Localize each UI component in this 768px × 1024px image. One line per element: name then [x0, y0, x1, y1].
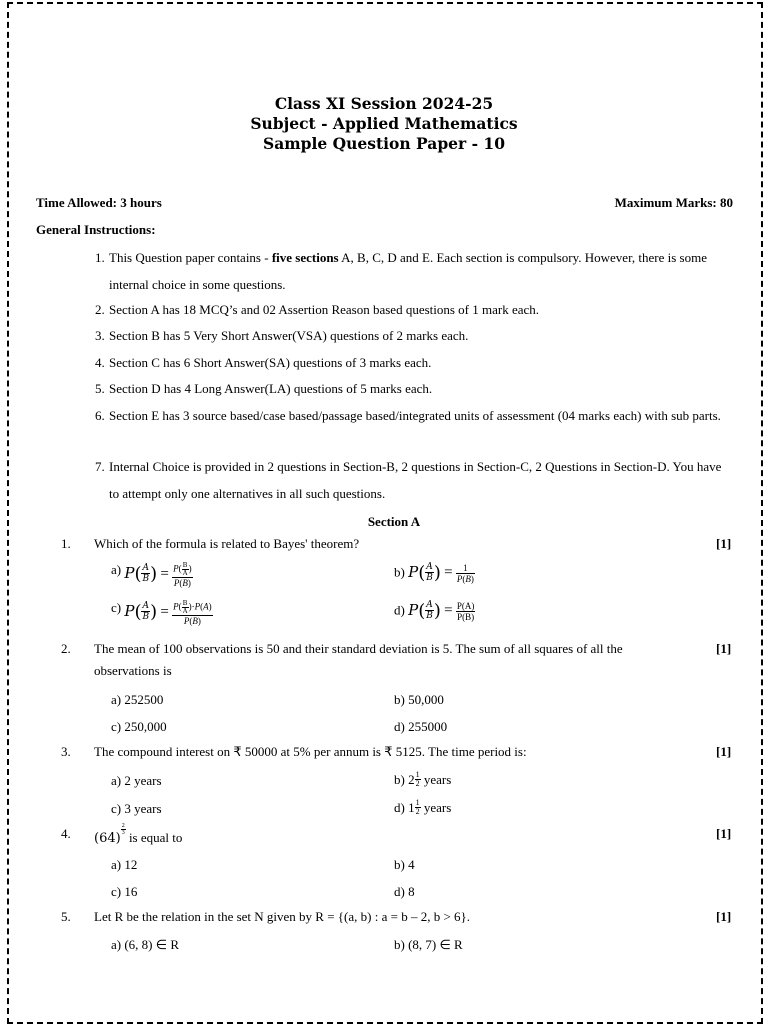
question-marks: [1]	[716, 909, 732, 924]
instruction-text: A, B, C, D and E. Each section is compulsory. However, there is some internal choice in some questions.	[109, 250, 707, 292]
option-c[interactable]: c) P( $\frac{A}{B}$ ) = P( $\frac{B}{A}$ )·P(A) P(B)	[111, 599, 212, 626]
question-marks: [1]	[716, 744, 732, 759]
header-subject: Subject - Applied Mathematics	[250, 114, 518, 133]
instruction-number: 2.	[95, 302, 105, 317]
option-b[interactable]: b) (8, 7) ∈ R	[394, 937, 463, 952]
instruction-number: 5.	[95, 381, 105, 396]
instruction-7	[95, 454, 725, 507]
option-label: b)	[394, 564, 405, 580]
instruction-6	[95, 403, 725, 430]
option-c[interactable]: c) 250,000	[111, 719, 167, 734]
question-number: 3.	[61, 744, 71, 759]
question-marks: [1]	[716, 826, 732, 841]
instruction-2	[95, 297, 725, 324]
option-d[interactable]: d) 1 $\frac{1}{2}$ years	[394, 798, 452, 816]
option-label: d)	[394, 602, 405, 618]
option-a[interactable]: a) 12	[111, 857, 138, 872]
question-number: 1.	[61, 536, 71, 551]
instruction-number: 6.	[95, 408, 105, 423]
question-number: 2.	[61, 641, 71, 656]
option-d[interactable]: d) 8	[394, 884, 415, 899]
instruction-3	[95, 323, 725, 350]
instruction-text: Section B has 5 Very Short Answer(VSA) questions of 2 marks each.	[109, 328, 469, 343]
option-b[interactable]: b) P( $\frac{A}{B}$ ) = $\frac{1}{P(B)}$	[394, 562, 474, 585]
option-label: a)	[111, 562, 122, 577]
instruction-1	[95, 245, 725, 298]
question-marks: [1]	[716, 641, 732, 656]
instruction-number: 4.	[95, 355, 105, 370]
option-label: d) 1	[394, 800, 415, 815]
instruction-text: Section A has 18 MCQ’s and 02 Assertion Reason based questions of 1 mark each.	[109, 302, 540, 317]
option-b[interactable]: b) 50,000	[394, 692, 444, 707]
option-a[interactable]: a) P( $\frac{A}{B}$ ) = P( $\frac{B}{A}$ ) P(B)	[111, 561, 192, 588]
option-b[interactable]: b) 4	[394, 857, 415, 872]
question-text: (64) $^{\frac{2}{3}}$ is equal to	[94, 823, 183, 846]
instruction-number: 3.	[95, 328, 105, 343]
instruction-text: Section D has 4 Long Answer(LA) questions of 5 marks each.	[109, 381, 433, 396]
instruction-text: Internal Choice is provided in 2 questions in Section-B, 2 questions in Section-C, 2 Questions in Section-D. You have to attempt only one alternatives in all such questions.	[109, 459, 722, 501]
question-text: The compound interest on ₹ 50000 at 5% per annum is ₹ 5125. The time period is:	[94, 744, 527, 759]
option-a[interactable]: a) 2 years	[111, 773, 162, 788]
instruction-number: 7.	[95, 459, 105, 474]
option-d[interactable]: d) P( $\frac{A}{B}$ ) = $\frac{P(A)}{P(B)}$	[394, 600, 475, 623]
instruction-number: 1.	[95, 250, 105, 265]
instruction-text: Section E has 3 source based/case based/passage based/integrated units of assessment (04 marks each) with sub parts.	[109, 408, 721, 423]
option-label: c)	[111, 600, 122, 615]
option-d[interactable]: d) 255000	[394, 719, 448, 734]
instruction-bold: five sections	[271, 250, 339, 265]
question-number: 4.	[61, 826, 71, 841]
question-marks: [1]	[716, 536, 732, 551]
option-label: b) 2	[394, 772, 415, 787]
question-number: 5.	[61, 909, 71, 924]
time-allowed: Time Allowed: 3 hours	[36, 195, 162, 210]
instruction-4	[95, 350, 725, 377]
instruction-text: This Question paper contains -	[109, 250, 272, 265]
header-class: Class XI Session 2024-25	[274, 94, 494, 113]
option-c[interactable]: c) 3 years	[111, 801, 162, 816]
instruction-5	[95, 376, 725, 403]
option-a[interactable]: a) (6, 8) ∈ R	[111, 937, 180, 952]
max-marks: Maximum Marks: 80	[614, 195, 733, 210]
header-paper: Sample Question Paper - 10	[263, 134, 505, 153]
option-c[interactable]: c) 16	[111, 884, 138, 899]
option-a[interactable]: a) 252500	[111, 692, 164, 707]
question-text: The mean of 100 observations is 50 and their standard deviation is 5. The sum of all squares of all the observations is	[94, 641, 623, 678]
question-text: Which of the formula is related to Bayes' theorem?	[94, 536, 360, 551]
question-text: Let R be the relation in the set N given by R = {(a, b) : a = b – 2, b > 6}.	[94, 909, 471, 924]
instruction-text: Section C has 6 Short Answer(SA) questions of 3 marks each.	[109, 355, 432, 370]
general-instructions-title: General Instructions:	[36, 222, 156, 237]
option-b[interactable]: b) 2 $\frac{1}{2}$ years	[394, 770, 452, 788]
section-title: Section A	[367, 514, 421, 529]
